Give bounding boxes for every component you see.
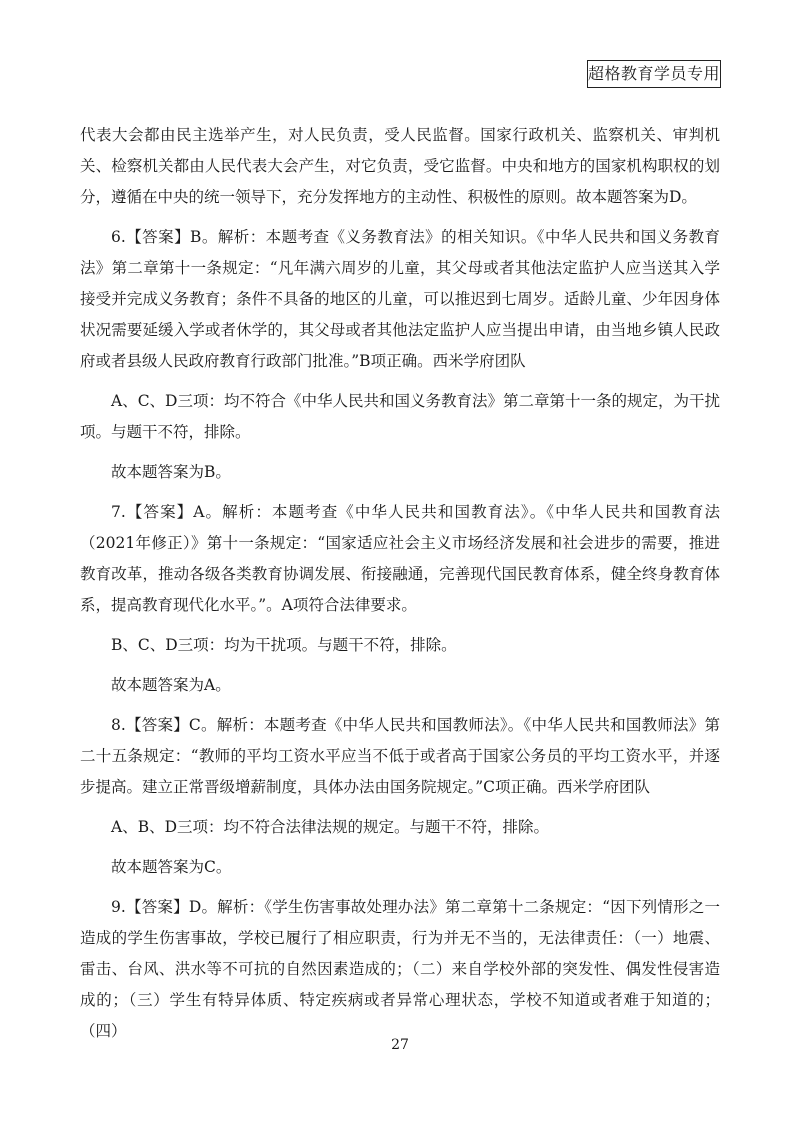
answer-6-explanation: 6.【答案】B。解析：本题考查《义务教育法》的相关知识。《中华人民共和国义务教育法》第二章第十一条规定：“凡年满六周岁的儿童，其父母或者其他法定监护人应当送其入学接受并完成义务教育；条件不具备的地区的儿童，可以推迟到七周岁。适龄儿童、少年因身体状况需要延缓入学或者休学的，其父母或者其他法定监护人应当提出申请，由当地乡镇人民政府或者县级人民政府教育行政部门批准。”B项正确。西米学府团队: [80, 228, 720, 370]
page-body: [80, 120, 720, 1056]
answer-6-conclusion: 故本题答案为B。: [111, 463, 231, 481]
answer-8-distractors: A、B、D三项：均不符合法律法规的规定。与题干不符，排除。: [111, 818, 550, 836]
answer-7-conclusion: 故本题答案为A。: [111, 676, 231, 694]
answer-8-explanation: 8.【答案】C。解析：本题考查《中华人民共和国教师法》。《中华人民共和国教师法》第二十五条规定：“教师的平均工资水平应当不低于或者高于国家公务员的平均工资水平，并逐步提高。建立正常晋级增薪制度，具体办法由国务院规定。”C项正确。西米学府团队: [80, 716, 720, 796]
page-number: 27: [391, 1037, 409, 1053]
answer-6-distractors: A、C、D三项：均不符合《中华人民共和国义务教育法》第二章第十一条的规定，为干扰项。与题干不符，排除。: [80, 392, 720, 441]
answer-9-explanation: 9.【答案】D。解析：《学生伤害事故处理办法》第二章第十二条规定：“因下列情形之一造成的学生伤害事故，学校已履行了相应职责，行为并无不当的，无法律责任：（一）地震、雷击、台风、洪水等不可抗的自然因素造成的；（二）来自学校外部的突发性、偶发性侵害造成的；（三）学生有特异体质、特定疾病或者异常心理状态，学校不知道或者难于知道的；（四）: [80, 898, 720, 1040]
answer-7-explanation: 7.【答案】A。解析：本题考查《中华人民共和国教育法》。《中华人民共和国教育法（2021年修正）》第十一条规定：“国家适应社会主义市场经济发展和社会进步的需要，推进教育改革，推动各级各类教育协调发展、衔接融通，完善现代国民教育体系，健全终身教育体系，提高教育现代化水平。”。A项符合法律要求。: [80, 503, 720, 614]
exclusive-use-stamp: 超格教育学员专用: [587, 60, 721, 88]
answer-8-conclusion: 故本题答案为C。: [111, 858, 232, 876]
answer-7-distractors: B、C、D三项：均为干扰项。与题干不符，排除。: [111, 636, 457, 654]
paragraph-continuation: 代表大会都由民主选举产生，对人民负责，受人民监督。国家行政机关、监察机关、审判机关、检察机关都由人民代表大会产生，对它负责，受它监督。中央和地方的国家机构职权的划分，遵循在中央的统一领导下，充分发挥地方的主动性、积极性的原则。故本题答案为D。: [80, 126, 720, 206]
